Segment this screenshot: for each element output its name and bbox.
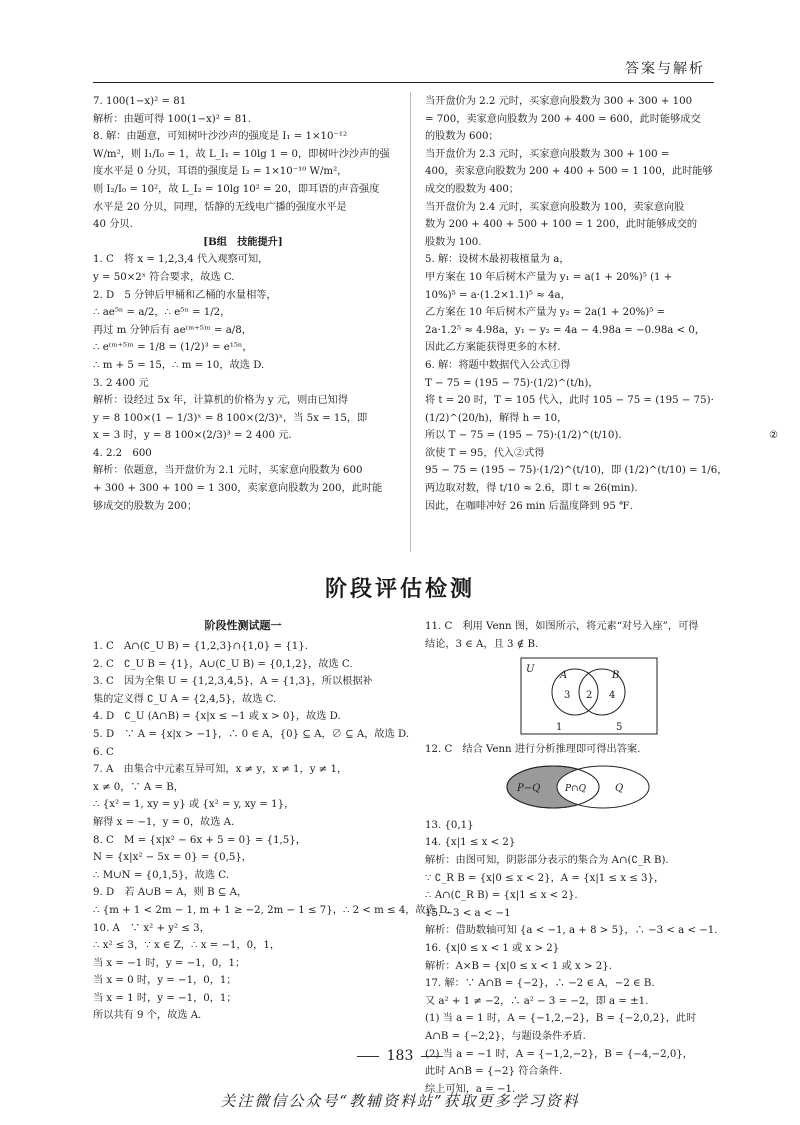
text-line: 解析：A×B = {x|0 ≤ x < 1 或 x > 2}. — [425, 960, 612, 972]
page-number-text: 183 — [386, 1048, 414, 1064]
column-bottom-right — [425, 618, 718, 1098]
bottom-right-lines-b — [425, 741, 715, 759]
text-line: 数为 200 + 400 + 500 + 100 = 1 200，此时能够成交的 — [425, 219, 698, 231]
text-line: 再过 m 分钟后有 ae⁽ᵐ⁺⁵⁾ⁿ = a/8， — [93, 324, 252, 336]
text-line: 当开盘价为 2.2 元时，买家意向股数为 300 + 300 + 100 — [425, 96, 693, 107]
text-line: 此时 A∩B = {−2} 符合条件. — [425, 1066, 563, 1078]
text-line: = 700，卖家意向股数为 200 + 400 = 600，此时能够成交 — [425, 113, 701, 125]
text-line: 8. C M = {x|x² − 6x + 5 = 0} = {1,5}， — [93, 834, 306, 846]
text-line: 8. 解：由题意，可知树叶沙沙声的强度是 I₁ = 1×10⁻¹² — [93, 131, 348, 143]
text-line: 结论，3 ∈ A，且 3 ∉ B. — [425, 638, 539, 650]
footer-note: 关注微信公众号“教辅资料站”获取更多学习资料 — [220, 1092, 580, 1110]
text-line: 2. C ∁_U B = {1}，A∪(∁_U B) = {0,1,2}，故选 C. — [93, 658, 353, 670]
text-line: W/m²，则 I₁/I₀ = 1，故 L_I₁ = 10lg 1 = 0，即树叶沙沙声的强 — [93, 148, 390, 160]
venn2-label-p-cap-q: P∩Q — [565, 783, 586, 794]
text-line: 乙方案在 10 年后树木产量为 y₂ = 2a(1 + 20%)⁵ = — [425, 307, 666, 319]
venn-diagram-2 — [495, 763, 665, 811]
text-line: 综上可知，a = −1. — [425, 1083, 516, 1095]
text-line: 将 t = 20 时，T = 105 代入，此时 105 − 75 = (195 − 75)· — [425, 395, 714, 407]
text-line: N = {x|x² − 5x = 0} = {0,5}， — [93, 852, 252, 864]
text-line: 40 分贝. — [93, 219, 133, 231]
venn2-label-q: Q — [615, 782, 624, 794]
text-line: 3. 2 400 元 — [93, 377, 149, 389]
text-line: 15. −3 < a < −1 — [425, 907, 511, 919]
text-line: 16. {x|0 ≤ x < 1 或 x > 2} — [425, 942, 560, 954]
text-line: ∴ M∪N = {0,1,5}，故选 C. — [93, 869, 229, 881]
text-line: (1/2)^(20/h)，解得 h = 10， — [425, 412, 568, 424]
column-top-left — [93, 93, 393, 515]
text-line: ∴ {x² = 1, xy = y} 或 {x² = y, xy = 1}， — [93, 799, 295, 811]
text-line: y = 50×2ˣ 符合要求，故选 C. — [93, 271, 235, 283]
text-line: ∴ A∩(∁_R B) = {x|1 ≤ x < 2}. — [425, 890, 578, 902]
text-line: T − 75 = (195 − 75)·(1/2)^(t/h)， — [425, 377, 599, 389]
text-line: 7. 100(1−x)² = 81 — [93, 96, 187, 107]
text-line: 4. 2.2 600 — [93, 447, 152, 459]
text-line: 12. C 结合 Venn 进行分析推理即可得出答案. — [425, 744, 641, 756]
text-line: 1. C 将 x = 1,2,3,4 代入观察可知， — [93, 254, 269, 266]
text-line: x ≠ 0，∵ A = B， — [93, 781, 184, 793]
test-title: 阶段性测试题一 — [204, 619, 282, 632]
text-line: 欲使 T = 95，代入②式得 — [425, 447, 545, 459]
bottom-right-lines-a — [425, 618, 715, 653]
column-divider — [410, 92, 411, 552]
venn1-number-4: 4 — [609, 690, 616, 702]
text-line: 17. 解：∵ A∩B = {−2}，∴ −2 ∈ A，−2 ∈ B. — [425, 978, 655, 990]
text-line: 够成交的股数为 200； — [93, 500, 198, 512]
text-line: 解析：设经过 5x 年，计算机的价格为 y 元，则由已知得 — [93, 395, 349, 407]
page-number-dash-right — [421, 1056, 443, 1057]
text-line: 又 a² + 1 ≠ −2，∴ a² − 3 = −2，即 a = ±1. — [425, 995, 649, 1007]
text-line: 6. C — [93, 746, 114, 758]
text-line: 7. A 由集合中元素互异可知，x ≠ y，x ≠ 1，y ≠ 1， — [93, 764, 348, 776]
text-line: 水平是 20 分贝，同理，恬静的无线电广播的强度水平是 — [93, 201, 347, 213]
text-line: 当 x = 1 时，y = −1，0，1； — [93, 992, 237, 1004]
text-line: 的股数为 600； — [425, 131, 499, 143]
venn1-label-b: B — [612, 670, 620, 682]
text-line: 2a·1.2⁵ ≈ 4.98a，y₁ − y₂ = 4a − 4.98a = −0.98a < 0， — [425, 324, 706, 336]
header-rule — [93, 82, 714, 83]
column-top-right — [425, 93, 728, 515]
text-line: 解析：由图可知，阴影部分表示的集合为 A∩(∁_R B). — [425, 854, 669, 866]
page-number — [0, 1048, 800, 1064]
text-line: ∴ {m + 1 < 2m − 1, m + 1 ≥ −2, 2m − 1 ≤ 7}，∴ 2 < m ≤ 4，故选 D. — [93, 904, 451, 916]
venn1-number-5: 5 — [616, 722, 623, 734]
text-line: ∴ ae⁵ⁿ = a/2，∴ e⁵ⁿ = 1/2， — [93, 307, 231, 319]
page-number-dash-left — [357, 1056, 379, 1057]
text-line: ∵ ∁_R B = {x|0 ≤ x < 2}，A = {x|1 ≤ x ≤ 3}， — [425, 872, 665, 884]
text-line: 解析：由题可得 100(1−x)² = 81. — [93, 113, 252, 125]
text-line: 当 x = −1 时，y = −1，0，1； — [93, 957, 246, 969]
text-line: 两边取对数，得 t/10 ≈ 2.6，即 t ≈ 26(min). — [425, 483, 638, 495]
text-line: 5. 解：设树木最初栽植量为 a， — [425, 254, 570, 266]
text-line: 5. D ∵ A = {x|x > −1}，∴ 0 ∈ A，{0} ⊆ A，∅ ⊆ A，故选 D. — [93, 728, 410, 740]
venn1-label-u: U — [526, 664, 535, 676]
venn1-label-a: A — [560, 670, 568, 682]
text-line: 3. C 因为全集 U = {1,2,3,4,5}，A = {1,3}，所以根据补 — [93, 676, 373, 688]
venn1-number-3: 3 — [564, 690, 571, 702]
text-line: A∩B = {−2,2}，与题设条件矛盾. — [425, 1030, 586, 1042]
venn2-label-p-minus-q: P−Q — [517, 782, 541, 794]
venn1-number-2: 2 — [586, 690, 593, 702]
text-line: 则 I₂/I₀ = 10²，故 L_I₂ = 10lg 10² = 20，即耳语的声音强度 — [93, 183, 380, 195]
text-line: 11. C 利用 Venn 图，如图所示，将元素“对号入座”，可得 — [425, 621, 699, 632]
text-line: 14. {x|1 ≤ x < 2} — [425, 837, 516, 849]
text-line: 集的定义得 ∁_U A = {2,4,5}，故选 C. — [93, 693, 277, 705]
text-line: 解得 x = −1，y = 0，故选 A. — [93, 816, 235, 828]
text-line: 400，卖家意向股数为 200 + 400 + 500 = 1 100，此时能够 — [425, 166, 713, 178]
text-line: 95 − 75 = (195 − 75)·(1/2)^(t/10)，即 (1/2)^(t/10) = 1/6， — [425, 465, 728, 477]
text-line: 因此，在咖啡冲好 26 min 后温度降到 95 ℉. — [425, 500, 633, 512]
text-line: 因此乙方案能获得更多的木材. — [425, 342, 561, 354]
text-line: 当开盘价为 2.3 元时，买家意向股数为 300 + 100 = — [425, 148, 670, 160]
text-line: (1) 当 a = 1 时，A = {−1,2,−2}，B = {−2,0,2}，此时 — [425, 1013, 697, 1025]
section-title: 阶段评估检测 — [324, 576, 475, 602]
text-line: 解析：依题意，当开盘价为 2.1 元时，买家意向股数为 600 — [93, 465, 363, 477]
text-line: ∴ e⁽ᵐ⁺⁵⁾ⁿ = 1/8 = (1/2)³ = e¹⁵ⁿ， — [93, 342, 253, 354]
text-line: ∴ x² ≤ 3，∵ x ∈ Z，∴ x = −1，0，1， — [93, 940, 281, 952]
text-line: ∴ m + 5 = 15，∴ m = 10，故选 D. — [93, 359, 265, 371]
text-line: 13. {0,1} — [425, 819, 474, 831]
text-line: 6. 解：将题中数据代入公式①得 — [425, 359, 571, 371]
text-line: x = 3 时，y = 8 100×(2/3)³ = 2 400 元. — [93, 430, 292, 442]
text-line: + 300 + 300 + 100 = 1 300，卖家意向股数为 200，此时能 — [93, 483, 383, 495]
text-line: 10. A ∵ x² + y² ≤ 3， — [93, 922, 210, 934]
header-title: 答案与解析 — [625, 61, 705, 77]
text-line: 当开盘价为 2.4 元时，买家意向股数为 100，卖家意向股 — [425, 201, 685, 213]
text-line: 解析：借助数轴可知 {a < −1, a + 8 > 5}，∴ −3 < a < −1. — [425, 925, 718, 937]
text-line: 2. D 5 分钟后甲桶和乙桶的水量相等， — [93, 289, 277, 301]
text-line: 当 x = 0 时，y = −1，0，1； — [93, 975, 237, 987]
venn1-number-1: 1 — [556, 722, 563, 734]
text-line: 成交的股数为 400； — [425, 183, 519, 195]
text-line: y = 8 100×(1 − 1/3)ˣ = 8 100×(2/3)ˣ，当 5x = 15，即 — [93, 412, 368, 424]
text-line: 9. D 若 A∪B = A，则 B ⊆ A， — [93, 887, 248, 899]
text-line: 度水平是 0 分贝，耳语的强度是 I₂ = 1×10⁻¹⁰ W/m²， — [93, 166, 348, 178]
equation-number: ② — [769, 430, 778, 441]
text-line: 股数为 100. — [425, 236, 482, 248]
text-line: 所以共有 9 个，故选 A. — [93, 1010, 202, 1022]
text-line: 1. C A∩(∁_U B) = {1,2,3}∩{1,0} = {1}. — [93, 641, 308, 652]
venn-diagram-1 — [520, 657, 658, 735]
text-line: 所以 T − 75 = (195 − 75)·(1/2)^(t/10). — [425, 430, 622, 442]
text-line: 10%)⁵ = a·(1.2×1.1)⁵ ≈ 4a， — [425, 289, 571, 301]
text-line: (2) 当 a = −1 时，A = {−1,2,−2}，B = {−4,−2,0}， — [425, 1048, 693, 1060]
text-line: 甲方案在 10 年后树木产量为 y₁ = a(1 + 20%)⁵ (1 + — [425, 271, 673, 283]
section-subheading: [B组 技能提升] — [203, 235, 283, 248]
text-line: 4. D ∁_U (A∩B) = {x|x ≤ −1 或 x > 0}，故选 D. — [93, 711, 341, 723]
